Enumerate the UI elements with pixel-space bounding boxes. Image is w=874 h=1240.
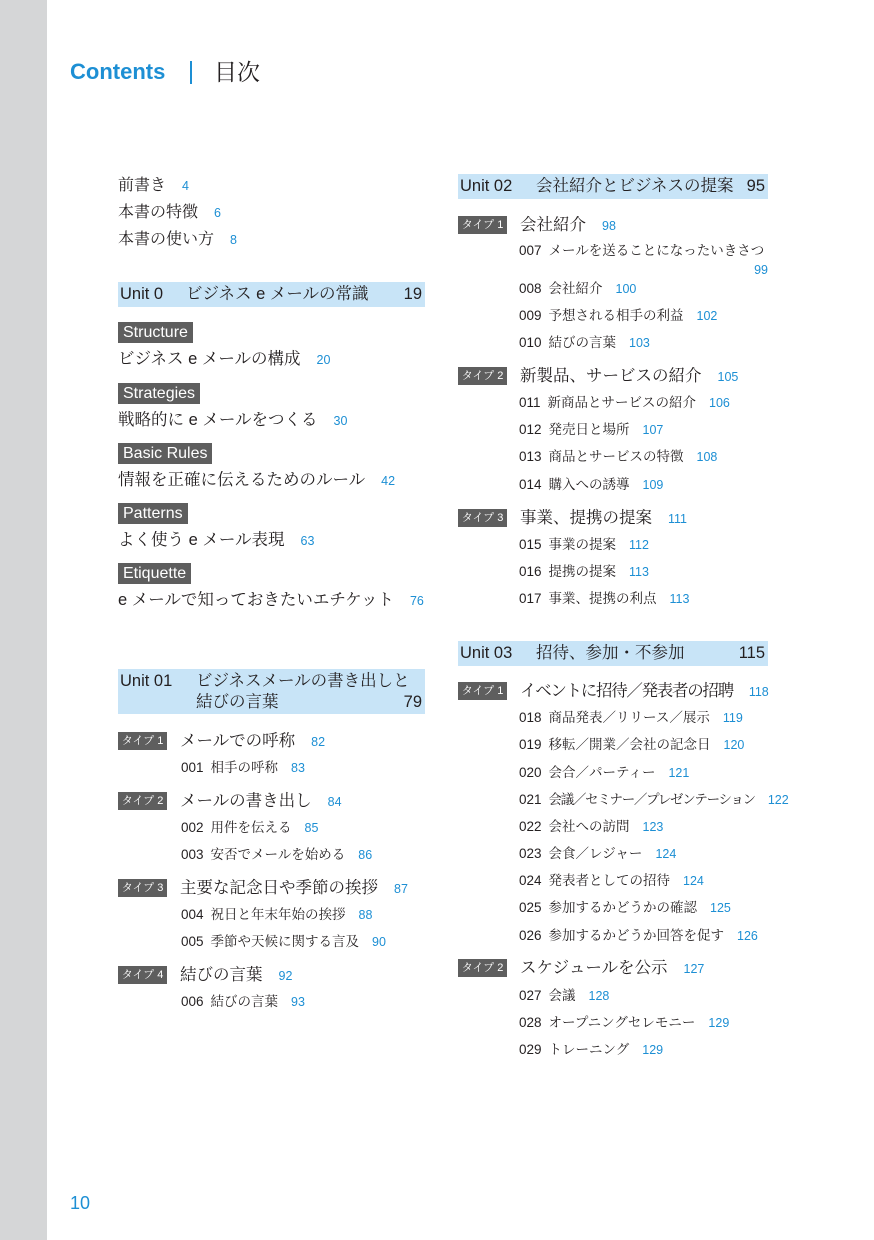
item-title: 参加するかどうかの確認: [548, 900, 698, 915]
item-title: 結びの言葉: [210, 994, 279, 1009]
type-badge: タイプ 2: [458, 959, 507, 977]
type-title: スケジュールを公示: [520, 959, 668, 977]
page-number: 84: [327, 795, 342, 809]
toc-item: [519, 926, 758, 946]
unit-label: Unit 0: [120, 285, 164, 303]
toc-item: [519, 589, 689, 609]
toc-item: [519, 817, 663, 837]
item-title: 商品発表／リリース／展示: [548, 710, 710, 725]
toc-item: [519, 420, 663, 440]
toc-item: [519, 735, 744, 755]
item-number: 007: [519, 243, 542, 258]
item-title: 商品とサービスの特徴: [548, 449, 684, 464]
section-tag-basic-rules: Basic Rules: [118, 443, 212, 464]
toc-item: [519, 306, 717, 326]
type-entry: [118, 791, 342, 811]
item-number: 012: [519, 422, 542, 437]
item-title: トレーニング: [548, 1042, 630, 1057]
toc-item: [519, 447, 717, 467]
item-number: 013: [519, 449, 542, 464]
item-title: 会議／セミナー／プレゼンテーション: [548, 792, 755, 807]
front-matter-title: 本書の使い方: [118, 231, 215, 248]
type-badge: タイプ 3: [118, 879, 167, 897]
front-matter-item: [118, 176, 189, 196]
section-tag-structure: Structure: [118, 322, 193, 343]
page-number: 6: [214, 206, 221, 220]
page-number: 122: [767, 793, 789, 807]
toc-item: [519, 475, 663, 495]
front-matter-title: 本書の特徴: [118, 204, 199, 221]
toc-item: [519, 871, 704, 891]
page-number: 87: [394, 882, 408, 896]
item-number: 006: [181, 994, 204, 1009]
page-number: 93: [291, 995, 305, 1009]
page-number: 109: [642, 478, 664, 492]
page-number: 105: [717, 370, 739, 384]
item-title: 発売日と場所: [548, 422, 630, 437]
item-title: 会食／レジャー: [548, 846, 643, 861]
page-number: 42: [381, 474, 396, 488]
toc-item: [519, 844, 676, 864]
item-title: 提携の提案: [548, 564, 617, 579]
page-number: 124: [683, 874, 704, 888]
page-number: 125: [710, 901, 731, 915]
page-number: 102: [696, 309, 718, 323]
toc-item: [519, 279, 636, 299]
toc-item: [519, 986, 609, 1006]
type-entry: [458, 215, 616, 235]
mokuji-heading: 目次: [214, 59, 260, 85]
item-number: 021: [519, 792, 542, 807]
type-entry: [458, 508, 687, 528]
page-number: 100: [615, 282, 637, 296]
page-number: 76: [409, 594, 424, 608]
section-tag-patterns: Patterns: [118, 503, 188, 524]
type-badge: タイプ 2: [458, 367, 507, 385]
unit-header-bar: [118, 282, 425, 307]
page-number: 112: [629, 538, 649, 552]
item-title: 相手の呼称: [210, 760, 279, 775]
section-entry: [118, 470, 395, 490]
unit-title: 招待、参加・不参加: [536, 644, 685, 662]
item-number: 008: [519, 281, 542, 296]
item-title: 季節や天候に関する言及: [210, 934, 360, 949]
unit-page-number: 95: [746, 177, 765, 195]
type-badge: タイプ 1: [458, 216, 507, 234]
toc-item: [519, 898, 731, 918]
type-badge: タイプ 3: [458, 509, 507, 527]
page-number: 98: [602, 219, 616, 233]
page-number: 90: [372, 935, 386, 949]
toc-item: [519, 333, 650, 353]
item-number: 028: [519, 1015, 542, 1030]
page-number: 63: [300, 534, 315, 548]
type-entry: [458, 366, 738, 386]
item-title: 購入への誘導: [548, 477, 630, 492]
page-number: 82: [311, 735, 326, 749]
toc-item: [519, 763, 689, 783]
unit-header-bar: [118, 669, 425, 714]
item-number: 005: [181, 934, 204, 949]
page-number: 92: [278, 969, 293, 983]
page-number: 124: [655, 847, 677, 861]
item-title: 用件を伝える: [210, 820, 292, 835]
item-number: 001: [181, 760, 204, 775]
item-number: 024: [519, 873, 542, 888]
item-title: 新商品とサービスの紹介: [547, 395, 697, 410]
page-number: 121: [668, 766, 690, 780]
toc-item: [519, 393, 730, 413]
section-tag-etiquette: Etiquette: [118, 563, 191, 584]
type-badge: タイプ 1: [118, 732, 167, 750]
type-title: メールでの呼称: [180, 732, 296, 750]
toc-item: [181, 818, 318, 838]
page-number: 103: [629, 336, 650, 350]
item-number: 025: [519, 900, 542, 915]
toc-item: [519, 1013, 729, 1033]
item-number: 002: [181, 820, 204, 835]
item-number: 004: [181, 907, 204, 922]
unit-label: Unit 03: [460, 644, 513, 662]
toc-item: [519, 241, 768, 279]
page-number: 126: [737, 929, 758, 943]
type-title: イベントに招待／発表者の招聘: [520, 682, 733, 700]
section-entry: [118, 530, 314, 550]
unit-page-number: 19: [403, 285, 422, 303]
front-matter-item: [118, 203, 221, 223]
toc-item: [181, 845, 372, 865]
section-title: 情報を正確に伝えるためのルール: [118, 471, 366, 489]
section-entry: [118, 349, 330, 369]
unit-title-line-2: 結びの言葉: [196, 693, 279, 711]
page-number: 120: [723, 738, 745, 752]
item-number: 011: [519, 395, 541, 410]
item-number: 016: [519, 564, 542, 579]
item-title: 会合／パーティー: [548, 765, 656, 780]
toc-item: [181, 992, 305, 1012]
type-entry: [118, 731, 325, 751]
side-gray-strip: [0, 0, 47, 1240]
front-matter-title: 前書き: [118, 177, 167, 194]
section-entry: [118, 590, 424, 610]
type-badge: タイプ 2: [118, 792, 167, 810]
page-number: 86: [358, 848, 373, 862]
page-number: 83: [291, 761, 305, 775]
item-number: 015: [519, 537, 542, 552]
page-number: 20: [316, 353, 331, 367]
unit-label: Unit 02: [460, 177, 513, 195]
type-entry: [458, 681, 769, 701]
unit-label: Unit 01: [120, 672, 173, 690]
toc-item: [519, 535, 649, 555]
page-number: 107: [642, 423, 664, 437]
unit-title: 会社紹介とビジネスの提案: [536, 177, 734, 195]
item-title: 会社への訪問: [548, 819, 630, 834]
type-entry: [118, 965, 292, 985]
unit-header-bar: [458, 174, 768, 199]
unit-page-number: 79: [403, 693, 422, 711]
toc-item: [519, 708, 743, 728]
heading-divider: [190, 61, 192, 84]
section-title: e メールで知っておきたいエチケット: [118, 591, 394, 609]
page-number: 119: [722, 711, 743, 725]
page-number: 106: [709, 396, 730, 410]
unit-title: ビジネス e メールの常識: [186, 285, 369, 303]
page-number: 108: [696, 450, 718, 464]
type-title: 結びの言葉: [180, 966, 263, 984]
type-badge: タイプ 4: [118, 966, 167, 984]
page-number: 8: [230, 233, 237, 247]
page-number: 129: [708, 1016, 730, 1030]
toc-item: [181, 758, 305, 778]
item-title: メールを送ることになったいきさつ: [548, 243, 765, 258]
unit-header-bar: [458, 641, 768, 666]
page-number: 129: [642, 1043, 664, 1057]
item-number: 003: [181, 847, 204, 862]
item-number: 010: [519, 335, 542, 350]
item-number: 023: [519, 846, 542, 861]
section-title: ビジネス e メールの構成: [118, 350, 301, 368]
page-number: 4: [182, 179, 189, 193]
item-title: 結びの言葉: [548, 335, 617, 350]
page-number: 127: [683, 962, 705, 976]
item-number: 029: [519, 1042, 542, 1057]
page-number: 85: [304, 821, 319, 835]
section-title: 戦略的に e メールをつくる: [118, 411, 318, 429]
type-title: 新製品、サービスの紹介: [520, 367, 702, 385]
item-title: 安否でメールを始める: [210, 847, 346, 862]
item-number: 019: [519, 737, 542, 752]
item-number: 020: [519, 765, 542, 780]
page-number: 113: [669, 592, 690, 606]
item-title: 発表者としての招待: [548, 873, 671, 888]
type-title: メールの書き出し: [180, 792, 312, 810]
page-number: 30: [333, 414, 348, 428]
section-tag-strategies: Strategies: [118, 383, 200, 404]
item-title: 会社紹介: [548, 281, 603, 296]
front-matter-item: [118, 230, 237, 250]
item-number: 026: [519, 928, 542, 943]
item-title: 会議: [548, 988, 576, 1003]
item-title: 祝日と年末年始の挨拶: [210, 907, 346, 922]
item-number: 022: [519, 819, 542, 834]
page-number: 118: [748, 685, 769, 699]
page-number: 113: [629, 565, 649, 579]
page-number: 123: [642, 820, 664, 834]
type-title: 主要な記念日や季節の挨拶: [180, 879, 378, 897]
item-title: オープニングセレモニー: [548, 1015, 696, 1030]
item-title: 事業、提携の利点: [548, 591, 657, 606]
toc-item: [519, 562, 649, 582]
section-entry: [118, 410, 347, 430]
toc-item: [181, 905, 372, 925]
type-entry: [118, 878, 408, 898]
item-number: 017: [519, 591, 542, 606]
item-number: 018: [519, 710, 542, 725]
unit-title-line-1: ビジネスメールの書き出しと: [196, 672, 410, 690]
item-title: 移転／開業／会社の記念日: [548, 737, 711, 752]
type-badge: タイプ 1: [458, 682, 507, 700]
folio-page-number: 10: [70, 1193, 91, 1213]
section-title: よく使う e メール表現: [118, 531, 285, 549]
type-entry: [458, 958, 704, 978]
toc-item: [519, 1040, 663, 1060]
type-title: 事業、提携の提案: [520, 509, 652, 527]
type-title: 会社紹介: [520, 216, 586, 234]
item-number: 027: [519, 988, 542, 1003]
page-number: 128: [588, 989, 610, 1003]
page-number: 88: [358, 908, 373, 922]
page-number: 99: [754, 263, 768, 277]
contents-heading: Contents: [70, 59, 166, 84]
page-number: 111: [668, 512, 688, 526]
item-number: 014: [519, 477, 542, 492]
item-title: 参加するかどうか回答を促す: [548, 928, 725, 943]
toc-item: [181, 932, 386, 952]
toc-item: [519, 790, 789, 810]
item-title: 予想される相手の利益: [548, 308, 684, 323]
item-number: 009: [519, 308, 542, 323]
item-title: 事業の提案: [548, 537, 617, 552]
unit-page-number: 115: [738, 644, 765, 662]
